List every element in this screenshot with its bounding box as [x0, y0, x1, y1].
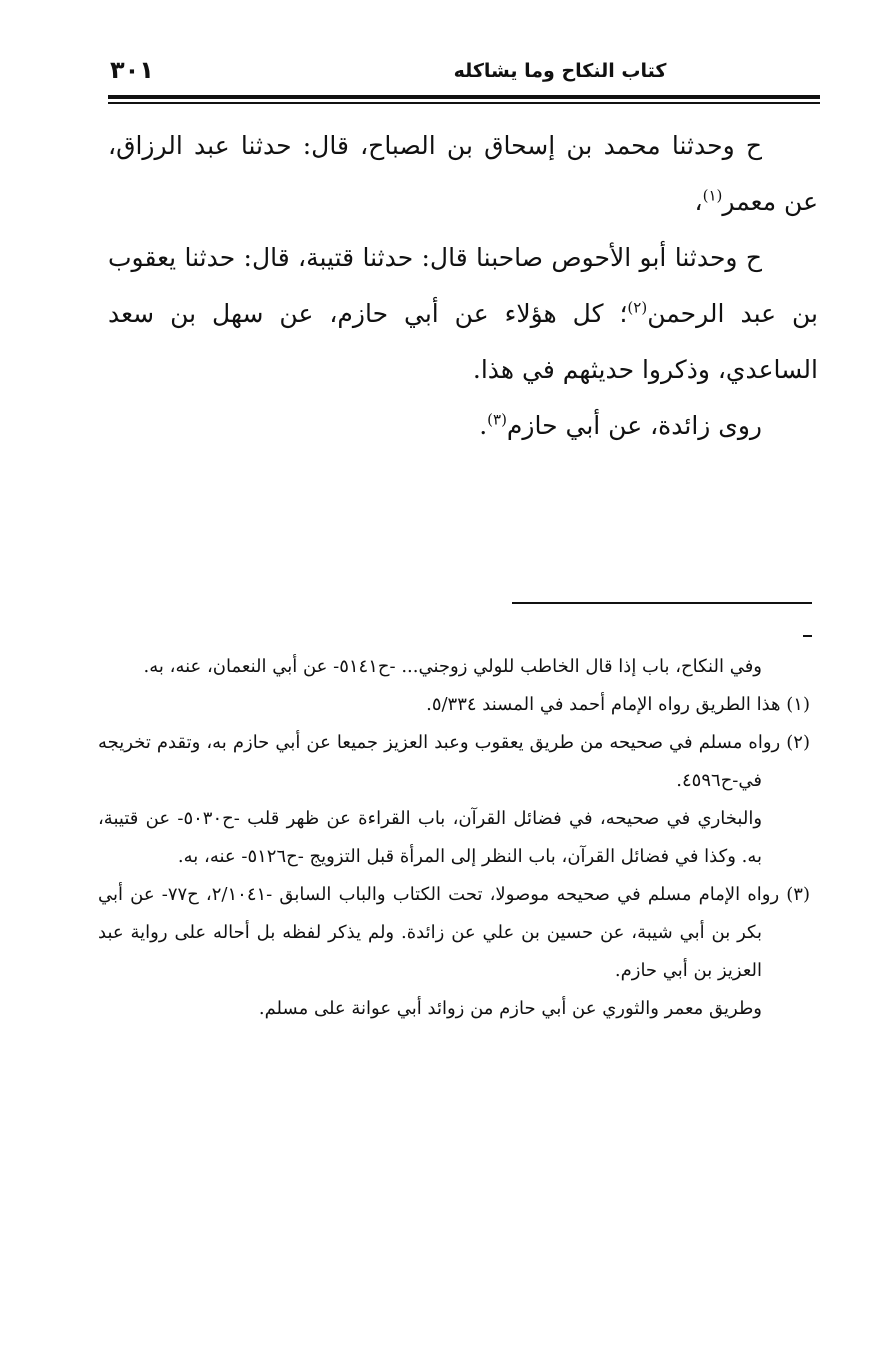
paragraph-3-end: .: [479, 411, 488, 440]
paragraph-2-text: ح وحدثنا أبو الأحوص صاحبنا قال: حدثنا قتيبة، قال: حدثنا يعقوب بن عبد الرحمن: [108, 243, 818, 328]
paragraph-3-text: روى زائدة، عن أبي حازم: [506, 411, 762, 440]
header-rule-thick: [108, 95, 820, 99]
chapter-title: كتاب النكاح وما يشاكله: [453, 60, 667, 82]
page-number: ٣٠١: [110, 56, 154, 84]
paragraph-1-end: ،: [694, 187, 703, 216]
footnotes: [98, 648, 810, 1028]
paragraph-3: [108, 398, 818, 454]
running-header: [108, 56, 820, 96]
footnote-ref-1: (١): [702, 186, 723, 205]
header-rule-thin: [108, 102, 820, 104]
footnote-2: (٢) رواه مسلم في صحيحه من طريق يعقوب وعبد العزيز جميعا عن أبي حازم به، وتقدم تخريجه في-ح٤٥٩٦.: [98, 732, 810, 791]
footnote-ref-3: (٣): [487, 410, 507, 429]
footnote-3-continuation: وطريق معمر والثوري عن أبي حازم من زوائد أبي عوانة على مسلم.: [258, 998, 762, 1019]
footnote-separator: [512, 602, 812, 604]
footnote-2-continuation: والبخاري في صحيحه، في فضائل القرآن، باب القراءة عن ظهر قلب -ح٥٠٣٠- عن قتيبة، به. وكذا في فضائل القرآن، باب النظر إلى المرأة قبل التزويج -ح٥١٢٦- عنه، به.: [98, 808, 763, 867]
paragraph-1-text: ح وحدثنا محمد بن إسحاق بن الصباح، قال: حدثنا عبد الرزاق، عن معمر: [108, 131, 818, 216]
footnote-3: (٣) رواه الإمام مسلم في صحيحه موصولا، تحت الكتاب والباب السابق -٢/١٠٤١، ح٧٧- عن أبي بكر بن أبي شيبة، عن حسين بن علي عن زائدة. ولم يذكر لفظه بل أحاله على رواية عبد العزيز بن أبي حازم.: [98, 884, 810, 981]
paragraph-2: [108, 230, 818, 398]
footnote-ref-2: (٢): [627, 298, 648, 317]
main-text: [108, 118, 818, 454]
paragraph-2-end: ؛ كل هؤلاء عن أبي حازم، عن سهل بن سعد الساعدي، وذكروا حديثهم في هذا.: [108, 299, 818, 384]
paragraph-1: [108, 118, 818, 230]
footnote-continuation-mark: [803, 635, 812, 637]
footnote-carry-over: وفي النكاح، باب إذا قال الخاطب للولي زوجني... -ح٥١٤١- عن أبي النعمان، عنه، به.: [143, 656, 762, 677]
footnote-1: (١) هذا الطريق رواه الإمام أحمد في المسند ٥/٣٣٤.: [426, 694, 810, 715]
